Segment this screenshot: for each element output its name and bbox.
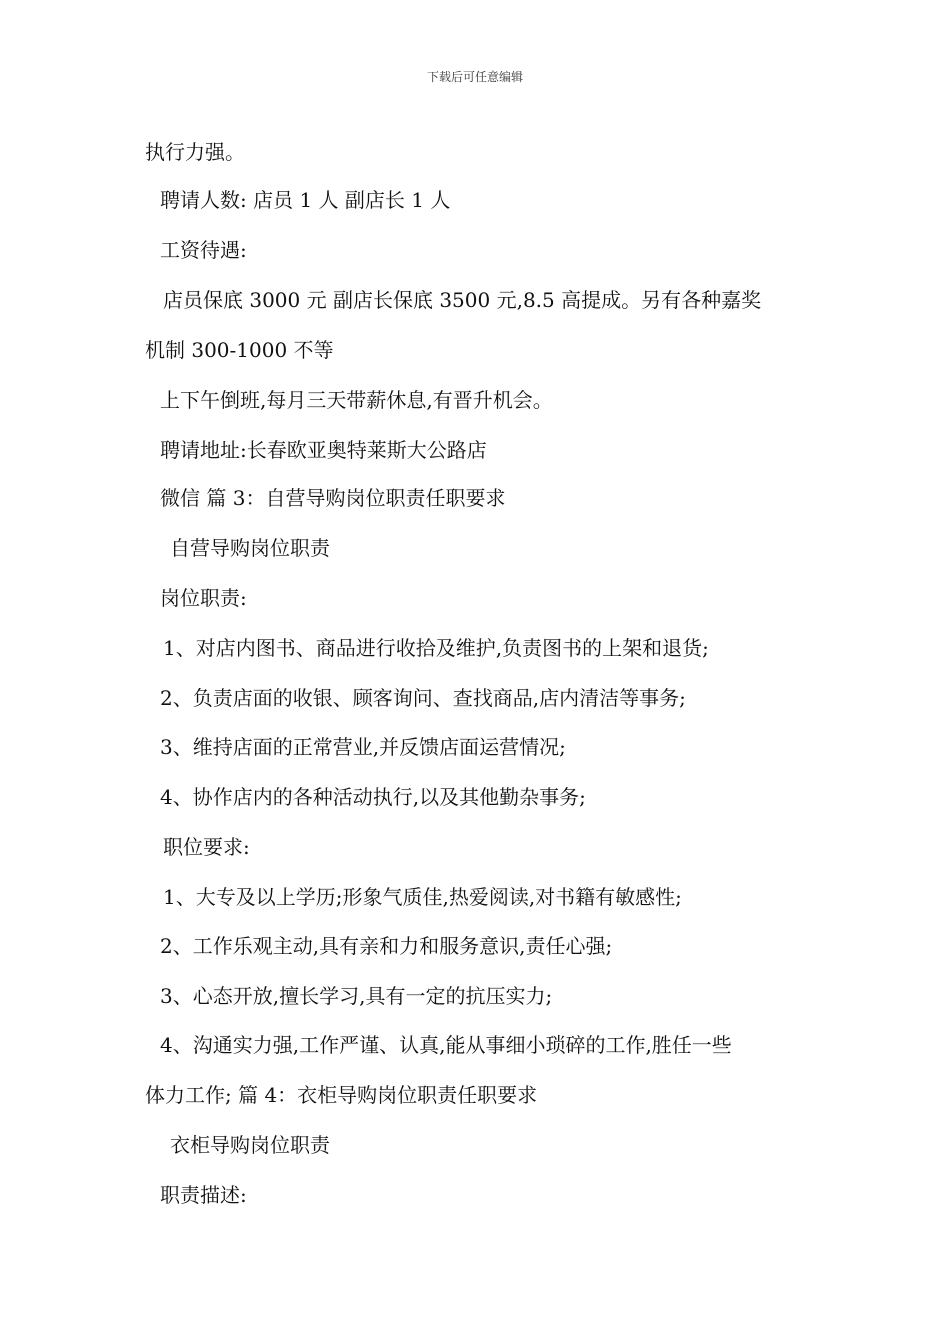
text-line: 3、维持店面的正常营业,并反馈店面运营情况; xyxy=(160,735,566,759)
text-line: 体力工作; 篇 4：衣柜导购岗位职责任职要求 xyxy=(145,1083,538,1107)
text-line: 微信 篇 3：自营导购岗位职责任职要求 xyxy=(160,486,506,510)
text-line: 3、心态开放,擅长学习,具有一定的抗压实力; xyxy=(160,984,553,1008)
text-line: 4、协作店内的各种活动执行,以及其他勤杂事务; xyxy=(160,785,586,809)
text-line: 机制 300-1000 不等 xyxy=(145,338,334,362)
text-line: 1、大专及以上学历;形象气质佳,热爱阅读,对书籍有敏感性; xyxy=(163,885,682,909)
text-line: 1、对店内图书、商品进行收拾及维护,负责图书的上架和退货; xyxy=(163,636,709,660)
text-line: 自营导购岗位职责 xyxy=(170,536,330,560)
text-line: 工资待遇: xyxy=(160,238,247,262)
text-line: 执行力强。 xyxy=(145,140,245,164)
text-line: 职责描述: xyxy=(160,1183,247,1207)
text-line: 店员保底 3000 元 副店长保底 3500 元,8.5 高提成。另有各种嘉奖 xyxy=(163,288,762,312)
text-line: 聘请地址:长春欧亚奥特莱斯大公路店 xyxy=(160,438,487,462)
text-line: 衣柜导购岗位职责 xyxy=(170,1133,330,1157)
text-line: 岗位职责: xyxy=(160,586,247,610)
page-header: 下载后可任意编辑 xyxy=(426,70,523,84)
text-line: 上下午倒班,每月三天带薪休息,有晋升机会。 xyxy=(160,388,553,412)
text-line: 聘请人数: 店员 1 人 副店长 1 人 xyxy=(160,188,451,212)
text-line: 2、工作乐观主动,具有亲和力和服务意识,责任心强; xyxy=(160,934,613,958)
text-line: 职位要求: xyxy=(163,835,250,859)
text-line: 2、负责店面的收银、顾客询问、查找商品,店内清洁等事务; xyxy=(160,686,686,710)
text-line: 4、沟通实力强,工作严谨、认真,能从事细小琐碎的工作,胜任一些 xyxy=(160,1033,732,1057)
